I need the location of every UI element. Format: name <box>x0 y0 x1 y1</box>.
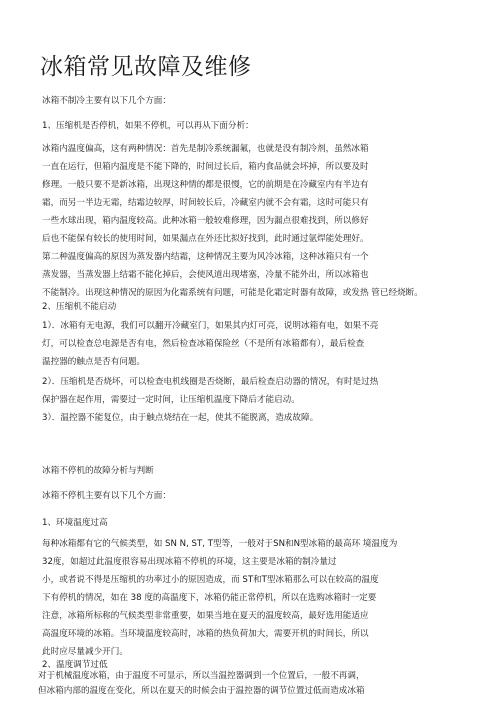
item-thermostat-reset <box>42 409 318 427</box>
text-line: 2）．压缩机是否烧坏，可以检查电机线圈是否烧断，最后检查启动器的情况，有时是过热 <box>42 377 379 387</box>
item-power-check <box>42 317 378 371</box>
heading-ambient-too-high: 1、环境温度过高 <box>42 518 108 528</box>
text-line: 注意，冰箱所标称的气候类型非常重要，如果当地在夏天的温度较高，最好选用能适应 <box>42 611 369 621</box>
heading-compressor-wont-start: 2、压缩机不能启动 <box>42 302 117 312</box>
text-line: 霜，而另一半边无霜，结霜边较厚，时间较长后，冷藏室内就不会有霜，这时可能只有 <box>42 198 369 208</box>
text-line: 一直在运行，但箱内温度是不能下降的，时间过长后，箱内食品就会坏掉，所以要及时 <box>42 162 369 172</box>
text-line: 蒸发器，当蒸发器上结霜不能化掉后，会使风道出现堵塞，冷量不能外出，所以冰箱也 <box>42 270 369 280</box>
heading-compressor-running: 1、压缩机是否停机，如果不停机，可以再从下面分析： <box>42 121 254 131</box>
text-line: 32度，如超过此温度很容易出现冰箱不停机的环境，这主要是冰箱的制冷量过 <box>42 557 337 567</box>
text-line: 保护器在起作用，需要过一定时间，让压缩机温度下降后才能启动。 <box>42 395 300 405</box>
text-line: 1）．冰箱有无电源，我们可以翻开冷藏室门，如果其内灯可亮，说明冰箱有电，如果不亮 <box>42 321 379 331</box>
text-line: 下有停机的情况，如在 38 度的高温度下，冰箱仍能正常停机，所以在选购冰箱时一定要 <box>42 593 377 603</box>
text-line: 冰箱内温度偏高，这有两种情况：首先是制冷系统漏氟，也就是没有制冷剂，虽然冰箱 <box>42 144 369 154</box>
text-line: 修理。一般只要不是新冰箱，出现这种情的都是很慢，它的前期是在冷藏室内有半边有 <box>42 180 369 190</box>
text-line: 灯，可以检查总电源是否有电，然后检查冰箱保险丝（不是所有冰箱都有），最后检查 <box>42 339 365 349</box>
text-line: 高温度环境的冰箱。当环境温度较高时，冰箱的热负荷加大，需要开机的时间长，所以 <box>42 629 369 639</box>
intro-not-cooling: 冰箱不制冷主要有以下几个方面： <box>42 96 171 106</box>
paragraph-mechanical-thermostat <box>38 669 365 699</box>
text-line: 对于机械温度冰箱，由于温度不可显示，所以当温控器调到一个位置后，一般不再调， <box>38 671 365 681</box>
text-line: 后也不能保有较长的使用时间，如果漏点在外还比拟好找到，此时通过氩焊能处理好。 <box>42 234 369 244</box>
section-title-not-stopping: 冰箱不停机的故障分析与判断 <box>42 466 154 476</box>
paragraph-high-temperature <box>42 140 423 302</box>
text-line: 此时应尽量减少开门。 <box>42 647 128 657</box>
text-line: 第二种温度偏高的原因为蒸发器内结霜，这种情况主要为风冷冰箱，这种冰箱只有一个 <box>42 252 369 262</box>
text-line: 温控器的触点是否有问题。 <box>42 357 146 367</box>
heading-temperature-too-low: 2、温度调节过低 <box>42 660 108 670</box>
page-title: 冰箱常见故障及维修 <box>40 54 252 80</box>
paragraph-climate-type <box>42 535 397 661</box>
text-line: 但冰箱内部的温度在变化，所以在夏天的时候会由于温控器的调节位置过低而造成冰箱 <box>38 686 365 696</box>
text-line: 不能制冷。出现这种情况的原因为化霜系统有问题，可能是化霜定时器有故障，或发热 管已经烧断。 <box>42 288 423 298</box>
text-line: 3）．温控器不能复位，由于触点烧结在一起，使其不能脱离，造成故障。 <box>42 413 319 423</box>
text-line: 一些水球出现，箱内温度较高。此种冰箱一般较难修理，因为漏点很难找到，所以修好 <box>42 216 369 226</box>
text-line: 小，或者说不得是压缩机的功率过小的原因造成，而 ST和T型冰箱那么可以在较高的温度 <box>42 575 379 585</box>
intro-not-stopping: 冰箱不停机主要有以下几个方面： <box>42 491 171 501</box>
text-line: 每种冰箱都有它的气候类型，如 SN N, ST, T型等，一般对于SN和N型冰箱的最高环 境温度为 <box>42 539 398 549</box>
item-compressor-burnt <box>42 373 378 409</box>
